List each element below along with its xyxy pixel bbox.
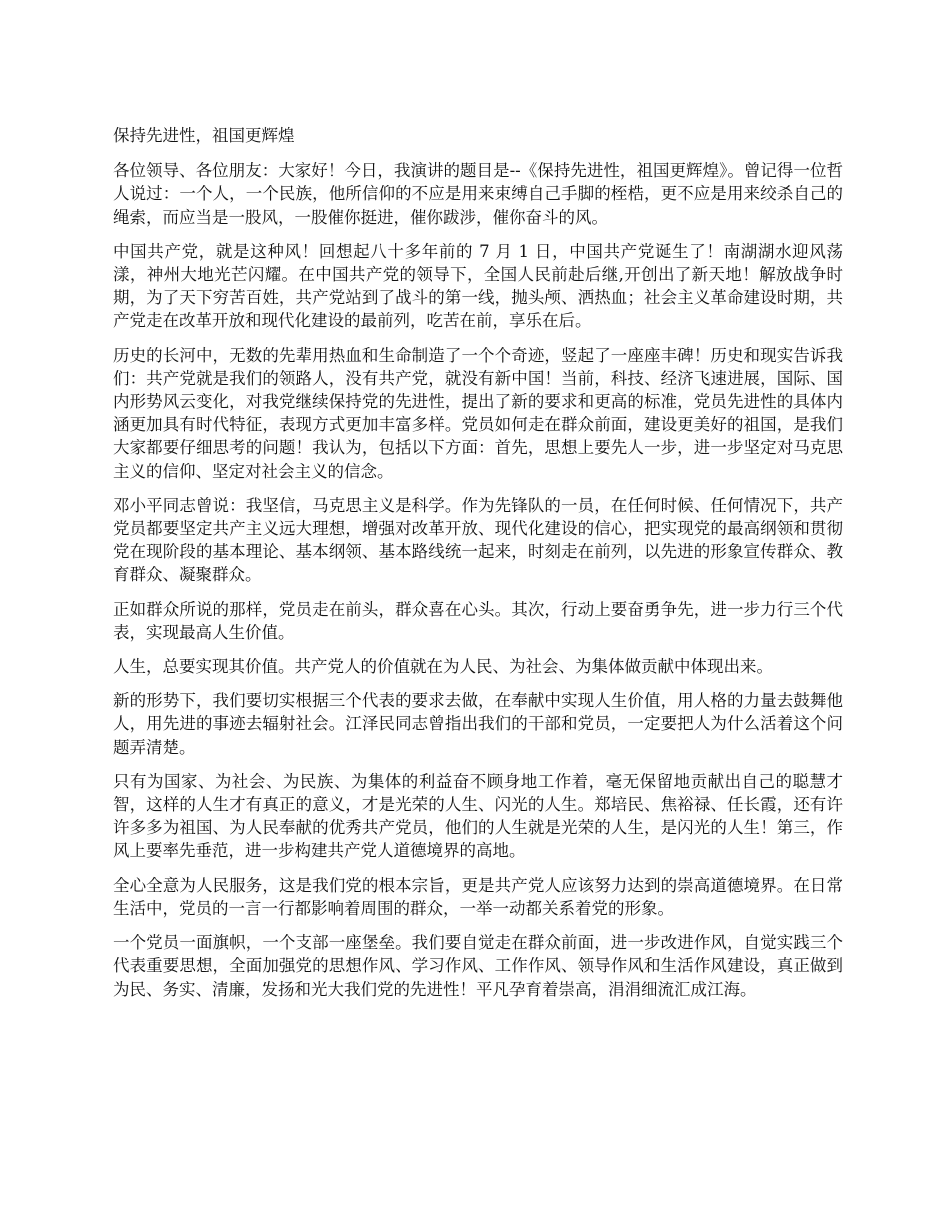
paragraph: 各位领导、各位朋友：大家好！今日，我演讲的题目是--《保持先进性，祖国更辉煌》。曾记得一位哲人说过：一个人，一个民族，他所信仰的不应是用来束缚自己手脚的桎梏，更不应是用来绞杀自己的绳索，而应当是一股风，一股催你挺进，催你跋涉，催你奋斗的风。 bbox=[113, 161, 843, 227]
paragraph: 正如群众所说的那样，党员走在前头，群众喜在心头。其次，行动上要奋勇争先，进一步力行三个代表，实现最高人生价值。 bbox=[113, 599, 843, 642]
paragraph: 新的形势下，我们要切实根据三个代表的要求去做，在奉献中实现人生价值，用人格的力量去鼓舞他人，用先进的事迹去辐射社会。江泽民同志曾指出我们的干部和党员，一定要把人为什么活着这个问题弄清楚。 bbox=[113, 691, 843, 757]
paragraph: 邓小平同志曾说：我坚信，马克思主义是科学。作为先锋队的一员，在任何时候、任何情况下，共产党员都要坚定共产主义远大理想，增强对改革开放、现代化建设的信心，把实现党的最高纲领和贯彻党在现阶段的基本理论、基本纲领、基本路线统一起来，时刻走在前列，以先进的形象宣传群众、教育群众、凝聚群众。 bbox=[113, 495, 843, 585]
document-page bbox=[113, 124, 843, 1012]
document-title: 保持先进性，祖国更辉煌 bbox=[113, 126, 295, 145]
paragraph: 全心全意为人民服务，这是我们党的根本宗旨，更是共产党人应该努力达到的崇高道德境界。在日常生活中，党员的一言一行都影响着周围的群众，一举一动都关系着党的形象。 bbox=[113, 875, 843, 918]
paragraph: 一个党员一面旗帜，一个支部一座堡垒。我们要自觉走在群众前面，进一步改进作风，自觉实践三个代表重要思想，全面加强党的思想作风、学习作风、工作作风、领导作风和生活作风建设，真正做到为民、务实、清廉，发扬和光大我们党的先进性！平凡孕育着崇高，涓涓细流汇成江海。 bbox=[113, 933, 843, 999]
paragraph: 历史的长河中，无数的先辈用热血和生命制造了一个个奇迹，竖起了一座座丰碑！历史和现实告诉我们：共产党就是我们的领路人，没有共产党，就没有新中国！当前，科技、经济飞速进展，国际、国内形势风云变化，对我党继续保持党的先进性，提出了新的要求和更高的标准，党员先进性的具体内涵更加具有时代特征，表现方式更加丰富多样。党员如何走在群众前面，建设更美好的祖国，是我们大家都要仔细思考的问题！我认为，包括以下方面：首先，思想上要先人一步，进一步坚定对马克思主义的信仰、坚定对社会主义的信念。 bbox=[113, 345, 843, 481]
paragraph: 人生，总要实现其价值。共产党人的价值就在为人民、为社会、为集体做贡献中体现出来。 bbox=[113, 657, 773, 677]
paragraph: 中国共产党，就是这种风！回想起八十多年前的 7 月 1 日，中国共产党诞生了！南湖湖水迎风荡漾，神州大地光芒闪耀。在中国共产党的领导下，全国人民前赴后继,开创出了新天地！解放战争时期，为了天下穷苦百姓，共产党站到了战斗的第一线，抛头颅、洒热血；社会主义革命建设时期，共产党走在改革开放和现代化建设的最前列，吃苦在前，享乐在后。 bbox=[113, 241, 843, 331]
paragraph: 只有为国家、为社会、为民族、为集体的利益奋不顾身地工作着，毫无保留地贡献出自己的聪慧才智，这样的人生才有真正的意义，才是光荣的人生、闪光的人生。郑培民、焦裕禄、任长霞，还有许许多多为祖国、为人民奉献的优秀共产党员，他们的人生就是光荣的人生，是闪光的人生！第三，作风上要率先垂范，进一步构建共产党人道德境界的高地。 bbox=[113, 771, 843, 861]
